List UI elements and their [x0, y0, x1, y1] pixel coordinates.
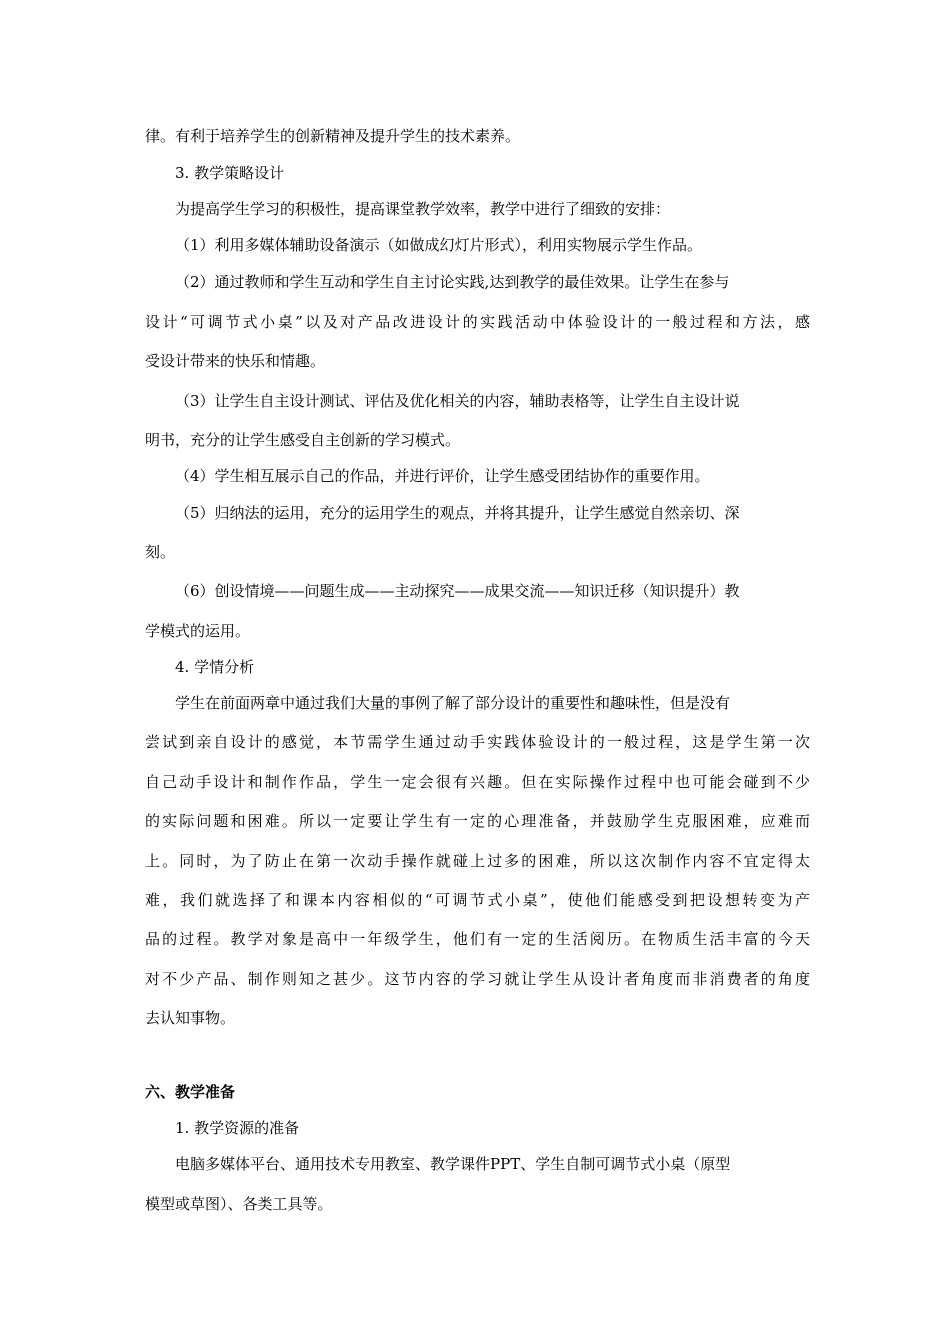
section-heading-4: 4. 学情分析 — [175, 658, 255, 676]
paragraph-line: 为提高学生学习的积极性，提高课堂教学效率，教学中进行了细致的安排： — [175, 200, 671, 218]
paragraph-line: 律。有利于培养学生的创新精神及提升学生的技术素养。 — [145, 127, 521, 145]
paragraph-line: 模型或草图）、各类工具等。 — [145, 1195, 333, 1213]
subsection-heading-1: 1. 教学资源的准备 — [175, 1119, 300, 1137]
list-item-5: （5）归纳法的运用，充分的运用学生的观点，并将其提升，让学生感觉自然亲切、深 — [175, 504, 740, 522]
list-item-3: （3）让学生自主设计测试、评估及优化相关的内容，辅助表格等，让学生自主设计说 — [175, 392, 740, 410]
list-item-4: （4）学生相互展示自己的作品，并进行评价，让学生感受团结协作的重要作用。 — [175, 467, 710, 485]
paragraph-line: 学生在前面两章中通过我们大量的事例了解了部分设计的重要性和趣味性，但是没有 — [175, 694, 731, 712]
list-item-1: （1）利用多媒体辅助设备演示（如做成幻灯片形式），利用实物展示学生作品。 — [175, 236, 703, 254]
paragraph-line: 电脑多媒体平台、通用技术专用教室、教学课件PPT、学生自制可调节式小桌（原型 — [175, 1155, 731, 1173]
paragraph-line: 难，我们就选择了和课本内容相似的“可调节式小桌”，使他们能感受到把设想转变为产 — [145, 891, 810, 909]
paragraph-line: 学模式的运用。 — [145, 622, 251, 640]
section-heading-3: 3. 教学策略设计 — [175, 164, 285, 182]
paragraph-line: 设计“可调节式小桌”以及对产品改进设计的实践活动中体验设计的一般过程和方法，感 — [145, 313, 810, 331]
paragraph-line: 的实际问题和困难。所以一定要让学生有一定的心理准备，并鼓励学生克服困难，应难而 — [145, 812, 810, 830]
list-item-2: （2）通过教师和学生互动和学生自主讨论实践,达到教学的最佳效果。让学生在参与 — [175, 273, 730, 291]
list-item-6: （6）创设情境——问题生成——主动探究——成果交流——知识迁移（知识提升）教 — [175, 582, 740, 600]
paragraph-line: 刻。 — [145, 543, 176, 561]
paragraph-line: 去认知事物。 — [145, 1009, 236, 1027]
paragraph-line: 明书，充分的让学生感受自主创新的学习模式。 — [145, 431, 461, 449]
paragraph-line: 上。同时，为了防止在第一次动手操作就碰上过多的困难，所以这次制作内容不宜定得太 — [145, 852, 810, 870]
paragraph-line: 品的过程。教学对象是高中一年级学生，他们有一定的生活阅历。在物质生活丰富的今天 — [145, 930, 810, 948]
section-heading-6: 六、教学准备 — [145, 1083, 236, 1101]
paragraph-line: 尝试到亲自设计的感觉，本节需学生通过动手实践体验设计的一般过程，这是学生第一次 — [145, 733, 810, 751]
paragraph-line: 对不少产品、制作则知之甚少。这节内容的学习就让学生从设计者角度而非消费者的角度 — [145, 970, 810, 988]
paragraph-line: 自己动手设计和制作作品，学生一定会很有兴趣。但在实际操作过程中也可能会碰到不少 — [145, 773, 810, 791]
paragraph-line: 受设计带来的快乐和情趣。 — [145, 352, 326, 370]
